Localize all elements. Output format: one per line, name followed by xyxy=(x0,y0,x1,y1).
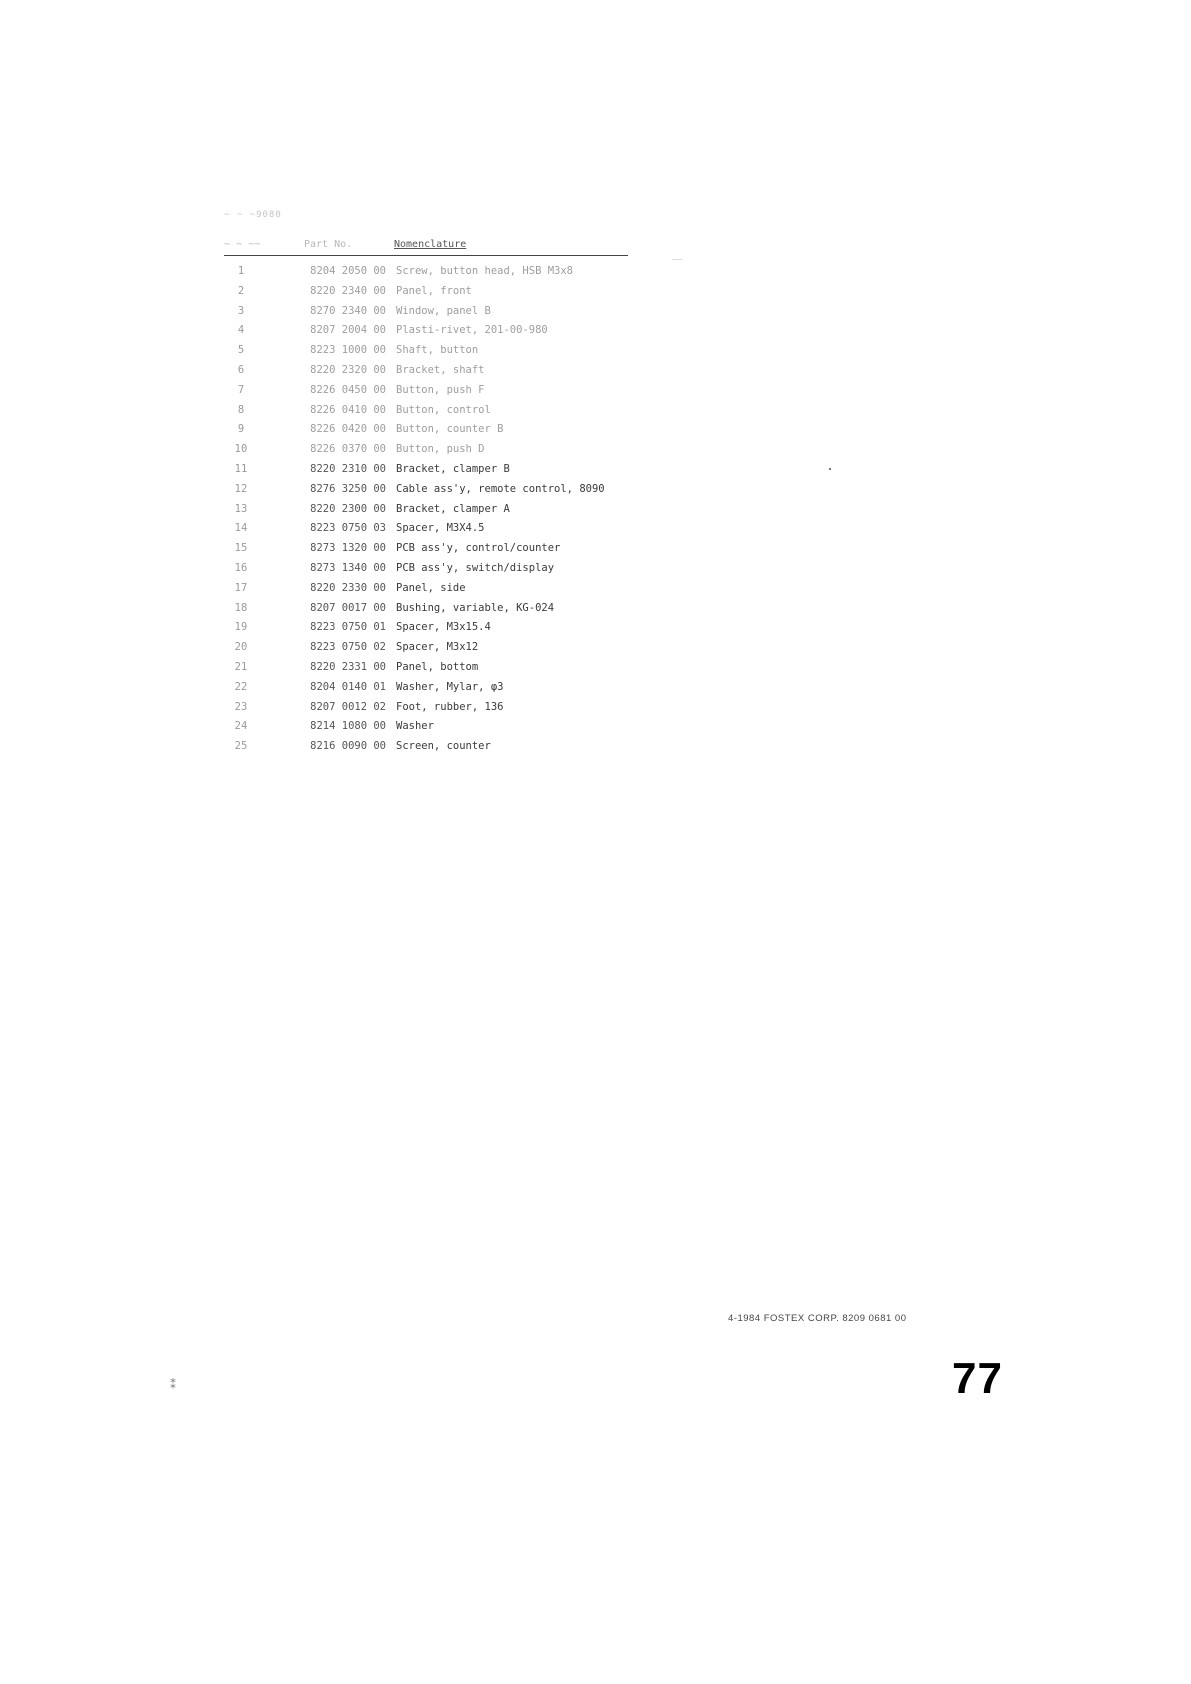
nomenclature-cell: Button, push D xyxy=(396,443,485,456)
page-number: 77 xyxy=(952,1354,1003,1403)
table-row xyxy=(224,441,624,461)
ref-column-header: ~ ~ ~~ xyxy=(224,239,261,250)
nomenclature-cell: Button, control xyxy=(396,403,491,416)
table-row xyxy=(224,679,624,699)
ref-cell: 8 xyxy=(237,403,245,416)
part-number-cell: 8273 1320 00 xyxy=(310,542,386,555)
ref-cell: 14 xyxy=(234,522,248,535)
part-number-cell: 8204 2050 00 xyxy=(310,265,386,277)
ref-cell: 25 xyxy=(234,740,248,753)
parts-table-header xyxy=(224,239,628,256)
nomenclature-cell: Bracket, shaft xyxy=(396,363,485,376)
nomenclature-cell: Button, counter B xyxy=(396,423,504,436)
nomenclature-cell: Bushing, variable, KG-024 xyxy=(396,601,555,614)
table-row xyxy=(224,402,624,422)
ref-cell: 20 xyxy=(234,641,248,654)
part-number-cell: 8214 1080 00 xyxy=(310,720,386,733)
part-number-cell: 8220 2320 00 xyxy=(310,363,386,376)
nomenclature-cell: Bracket, clamper B xyxy=(396,462,510,475)
ref-cell: 4 xyxy=(237,324,245,337)
ref-cell: 2 xyxy=(237,284,245,297)
nomenclature-cell: Screen, counter xyxy=(396,740,491,753)
nomenclature-cell: Spacer, M3x12 xyxy=(396,641,479,654)
ref-cell: 15 xyxy=(234,542,248,555)
nomenclature-cell: Panel, front xyxy=(396,284,472,297)
ref-cell: 11 xyxy=(234,462,248,475)
nomenclature-cell: Cable ass'y, remote control, 8090 xyxy=(396,482,605,495)
table-row xyxy=(224,600,624,620)
table-row xyxy=(224,659,624,679)
parts-table xyxy=(224,263,624,758)
table-row xyxy=(224,283,624,303)
part-number-cell: 8226 0370 00 xyxy=(310,443,386,456)
part-number-cell: 8223 0750 02 xyxy=(310,641,386,654)
ref-cell: 19 xyxy=(234,621,248,634)
table-row xyxy=(224,738,624,758)
nomenclature-cell: Spacer, M3X4.5 xyxy=(396,522,485,535)
ref-cell: 7 xyxy=(237,383,245,396)
ref-cell: 16 xyxy=(234,561,248,574)
footer-copyright: 4-1984 FOSTEX CORP. 8209 0681 00 xyxy=(728,1313,907,1324)
scan-artifact xyxy=(672,259,682,260)
nomenclature-column-header: Nomenclature xyxy=(394,239,467,250)
part-number-cell: 8220 2340 00 xyxy=(310,284,386,297)
part-number-cell: 8207 0012 02 xyxy=(310,700,386,713)
ref-cell: 13 xyxy=(234,502,248,515)
table-row xyxy=(224,382,624,402)
ref-cell: 22 xyxy=(234,680,248,693)
part-number-cell: 8220 2310 00 xyxy=(310,462,386,475)
table-row xyxy=(224,322,624,342)
table-row xyxy=(224,501,624,521)
part-number-cell: 8226 0420 00 xyxy=(310,423,386,436)
nomenclature-cell: Screw, button head, HSB M3x8 xyxy=(396,265,574,277)
table-row xyxy=(224,540,624,560)
part-number-cell: 8273 1340 00 xyxy=(310,561,386,574)
part-number-cell: 8207 2004 00 xyxy=(310,324,386,337)
part-number-cell: 8220 2330 00 xyxy=(310,581,386,594)
nomenclature-cell: Button, push F xyxy=(396,383,485,396)
page-header: ~ ~ ~9080 xyxy=(224,210,282,220)
nomenclature-cell: PCB ass'y, switch/display xyxy=(396,561,555,574)
scan-dot xyxy=(829,468,831,470)
table-row xyxy=(224,520,624,540)
ref-cell: 12 xyxy=(234,482,248,495)
part-number-cell: 8226 0450 00 xyxy=(310,383,386,396)
nomenclature-cell: Plasti-rivet, 201-00-980 xyxy=(396,324,548,337)
part-number-cell: 8223 0750 01 xyxy=(310,621,386,634)
part-number-cell: 8223 0750 03 xyxy=(310,522,386,535)
table-row xyxy=(224,639,624,659)
ref-cell: 23 xyxy=(234,700,248,713)
table-row xyxy=(224,718,624,738)
nomenclature-cell: Panel, side xyxy=(396,581,466,594)
table-row xyxy=(224,580,624,600)
part-number-cell: 8207 0017 00 xyxy=(310,601,386,614)
nomenclature-cell: Washer xyxy=(396,720,434,733)
part-number-cell: 8223 1000 00 xyxy=(310,344,386,357)
table-row xyxy=(224,481,624,501)
ref-cell: 18 xyxy=(234,601,248,614)
table-row xyxy=(224,421,624,441)
table-row xyxy=(224,303,624,323)
part-number-cell: 8270 2340 00 xyxy=(310,304,386,317)
part-no-column-header: Part No. xyxy=(304,239,353,250)
table-row xyxy=(224,263,624,283)
ref-cell: 21 xyxy=(234,660,248,673)
part-number-cell: 8220 2300 00 xyxy=(310,502,386,515)
part-number-cell: 8204 0140 01 xyxy=(310,680,386,693)
nomenclature-cell: Spacer, M3x15.4 xyxy=(396,621,491,634)
ref-cell: 1 xyxy=(237,265,245,277)
ref-cell: 6 xyxy=(237,363,245,376)
nomenclature-cell: Washer, Mylar, φ3 xyxy=(396,680,504,693)
part-number-cell: 8216 0090 00 xyxy=(310,740,386,753)
ref-cell: 9 xyxy=(237,423,245,436)
nomenclature-cell: Window, panel B xyxy=(396,304,491,317)
ref-cell: 5 xyxy=(237,344,245,357)
table-row xyxy=(224,560,624,580)
ref-cell: 3 xyxy=(237,304,245,317)
corner-mark: ⁑ xyxy=(170,1378,176,1392)
ref-cell: 24 xyxy=(234,720,248,733)
ref-cell: 17 xyxy=(234,581,248,594)
table-row xyxy=(224,342,624,362)
ref-cell: 10 xyxy=(234,443,248,456)
table-row xyxy=(224,619,624,639)
nomenclature-cell: PCB ass'y, control/counter xyxy=(396,542,561,555)
part-number-cell: 8226 0410 00 xyxy=(310,403,386,416)
nomenclature-cell: Foot, rubber, 136 xyxy=(396,700,504,713)
part-number-cell: 8276 3250 00 xyxy=(310,482,386,495)
table-row xyxy=(224,461,624,481)
nomenclature-cell: Shaft, button xyxy=(396,344,479,357)
part-number-cell: 8220 2331 00 xyxy=(310,660,386,673)
nomenclature-cell: Bracket, clamper A xyxy=(396,502,510,515)
nomenclature-cell: Panel, bottom xyxy=(396,660,479,673)
table-row xyxy=(224,362,624,382)
table-row xyxy=(224,699,624,719)
